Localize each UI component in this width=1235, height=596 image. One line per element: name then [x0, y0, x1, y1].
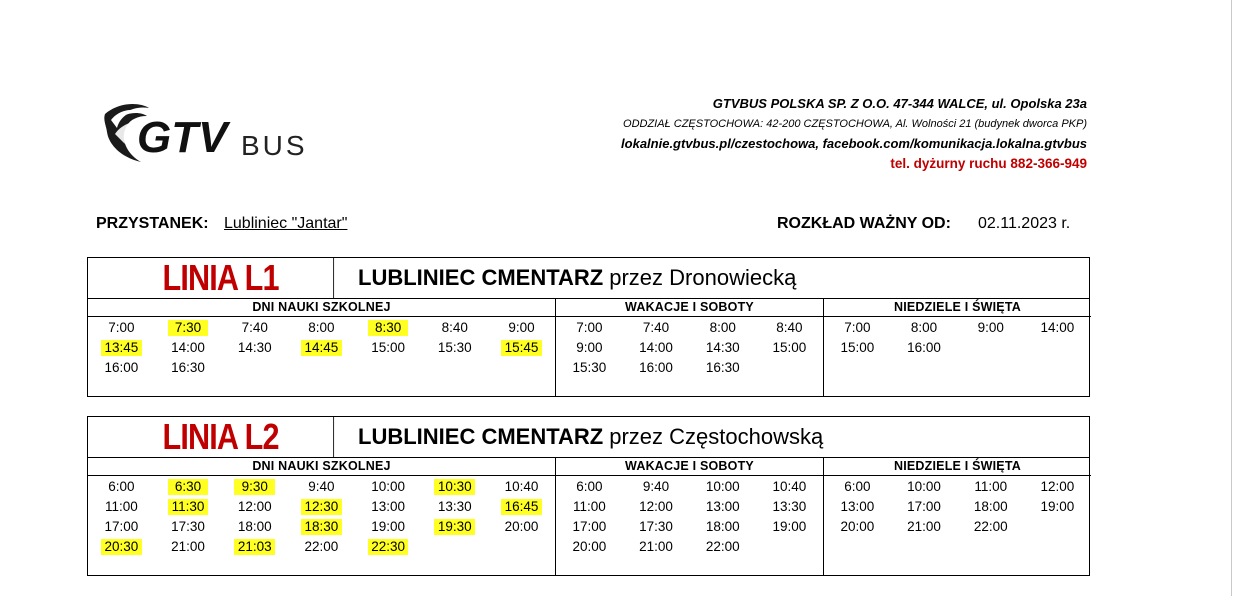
departure-time: 15:30	[572, 360, 607, 375]
departure-time: 13:30	[772, 499, 807, 514]
column-school-days	[88, 298, 556, 396]
departure-time: 19:00	[371, 519, 405, 534]
departure-time: 17:30	[639, 519, 673, 534]
departure-time: 9:00	[508, 320, 535, 335]
departure-time: 14:30	[705, 340, 740, 355]
departure-time: 10:30	[421, 477, 488, 497]
departure-time: 11:00	[974, 479, 1008, 494]
departure-time: 14:45	[288, 338, 355, 358]
departure-time: 7:00	[108, 320, 135, 335]
company-address: GTVBUS POLSKA SP. Z O.O. 47-344 WALCE, ul. Opolska 23a	[712, 96, 1087, 111]
departure-time: 22:00	[973, 519, 1008, 534]
departure-time: 9:00	[576, 340, 603, 355]
departure-time: 18:00	[973, 499, 1008, 514]
departure-time: 8:40	[441, 320, 468, 335]
departure-time: 12:30	[288, 497, 355, 517]
departure-time: 21:00	[907, 519, 941, 534]
departure-time: 10:00	[907, 479, 941, 494]
timetable-line-l1	[87, 257, 1090, 397]
column-sundays-holidays	[824, 457, 1091, 575]
column-header: WAKACJE I SOBOTY	[556, 457, 823, 476]
column-header: DNI NAUKI SZKOLNEJ	[88, 457, 555, 476]
departure-grid	[556, 317, 823, 378]
route-destination: LUBLINIEC CMENTARZ	[358, 265, 604, 290]
departure-time: 15:00	[371, 340, 405, 355]
departure-time: 16:00	[104, 360, 139, 375]
gtvbus-logo	[97, 100, 322, 170]
departure-time: 14:30	[237, 340, 272, 355]
dispatcher-phone: tel. dyżurny ruchu 882-366-949	[890, 156, 1087, 171]
departure-time: 18:00	[237, 519, 272, 534]
departure-time: 11:00	[104, 499, 138, 514]
departure-time: 7:30	[155, 318, 222, 338]
departure-time: 21:00	[171, 539, 205, 554]
company-info	[621, 94, 1087, 174]
page-edge-divider	[1231, 0, 1232, 596]
departure-time: 14:00	[639, 340, 673, 355]
departure-grid	[88, 476, 555, 557]
departure-time: 16:45	[488, 497, 555, 517]
departure-time: 10:40	[504, 479, 539, 494]
departure-time: 15:00	[772, 340, 807, 355]
departure-time: 9:40	[308, 479, 335, 494]
departure-time: 13:00	[371, 499, 405, 514]
departure-time: 13:30	[437, 499, 472, 514]
departure-time: 15:30	[437, 340, 472, 355]
departure-time: 21:00	[639, 539, 673, 554]
departure-time: 8:30	[355, 318, 422, 338]
company-websites: lokalnie.gtvbus.pl/czestochowa, facebook.com/komunikacja.lokalna.gtvbus	[621, 136, 1087, 151]
route-description	[358, 417, 823, 457]
departure-time: 12:00	[237, 499, 272, 514]
departure-time: 16:30	[171, 360, 205, 375]
departure-time: 15:45	[488, 338, 555, 358]
column-header: DNI NAUKI SZKOLNEJ	[88, 298, 555, 317]
departure-time: 19:00	[772, 519, 807, 534]
valid-from-label: ROZKŁAD WAŻNY OD:	[777, 215, 951, 232]
departure-time: 8:00	[308, 320, 335, 335]
departure-time: 16:00	[907, 340, 941, 355]
departure-grid	[824, 476, 1091, 537]
column-sundays-holidays	[824, 298, 1091, 396]
departure-time: 9:00	[977, 320, 1004, 335]
departure-time: 20:30	[88, 537, 155, 557]
departure-time: 9:40	[642, 479, 670, 494]
departure-time: 18:30	[288, 517, 355, 537]
departure-time: 20:00	[504, 519, 539, 534]
column-school-days	[88, 457, 556, 575]
route-via: przez Częstochowską	[609, 424, 824, 449]
departure-time: 14:00	[171, 340, 205, 355]
departure-time: 10:00	[371, 479, 405, 494]
line-header	[88, 417, 1089, 458]
departure-time: 9:30	[221, 477, 288, 497]
column-header: NIEDZIELE I ŚWIĘTA	[824, 298, 1091, 317]
route-destination: LUBLINIEC CMENTARZ	[358, 424, 604, 449]
departure-time: 7:40	[642, 320, 670, 335]
stop-label: PRZYSTANEK:	[96, 215, 209, 232]
departure-time: 21:03	[221, 537, 288, 557]
departure-grid	[824, 317, 1091, 358]
departure-time: 17:00	[104, 519, 139, 534]
departure-time: 10:40	[772, 479, 807, 494]
departure-time: 20:00	[840, 519, 875, 534]
column-header: NIEDZIELE I ŚWIĘTA	[824, 457, 1091, 476]
departure-time: 13:00	[840, 499, 875, 514]
departure-time: 15:00	[840, 340, 875, 355]
departure-time: 19:00	[1040, 499, 1075, 514]
departure-time: 11:00	[572, 499, 606, 514]
departure-time: 6:00	[844, 479, 871, 494]
logo-bus-text: BUS	[241, 130, 308, 161]
departure-time: 17:00	[907, 499, 941, 514]
departure-time: 8:00	[910, 320, 938, 335]
departure-time: 14:00	[1040, 320, 1075, 335]
departure-time: 8:40	[776, 320, 803, 335]
column-holidays-saturdays	[556, 298, 824, 396]
timetable-line-l2	[87, 416, 1090, 576]
valid-from-date: 02.11.2023 r.	[978, 215, 1071, 232]
departure-time: 16:00	[639, 360, 673, 375]
departure-time: 22:00	[304, 539, 339, 554]
line-header	[88, 258, 1089, 299]
departure-grid	[88, 317, 555, 378]
departure-time: 10:00	[705, 479, 740, 494]
departure-time: 7:40	[241, 320, 268, 335]
departure-time: 22:30	[355, 537, 422, 557]
route-via: przez Dronowiecką	[609, 265, 797, 290]
stop-name: Lubliniec "Jantar"	[224, 215, 348, 232]
departure-time: 11:30	[155, 497, 222, 517]
departure-time: 6:00	[576, 479, 603, 494]
departure-time: 13:00	[705, 499, 740, 514]
departure-time: 18:00	[705, 519, 740, 534]
route-description	[358, 258, 796, 298]
departure-time: 19:30	[421, 517, 488, 537]
departure-time: 16:30	[705, 360, 740, 375]
departure-time: 6:30	[155, 477, 222, 497]
column-header: WAKACJE I SOBOTY	[556, 298, 823, 317]
departure-time: 13:45	[88, 338, 155, 358]
branch-address: ODDZIAŁ CZĘSTOCHOWA: 42-200 CZĘSTOCHOWA, Al. Wolności 21 (budynek dworca PKP)	[623, 118, 1087, 130]
departure-time: 20:00	[572, 539, 607, 554]
departure-time: 8:00	[709, 320, 736, 335]
departure-time: 7:00	[844, 320, 871, 335]
line-name: LINIA L2	[108, 417, 334, 457]
departure-time: 17:00	[572, 519, 607, 534]
departure-time: 7:00	[576, 320, 603, 335]
departure-time: 12:00	[1040, 479, 1075, 494]
column-holidays-saturdays	[556, 457, 824, 575]
departure-time: 12:00	[639, 499, 673, 514]
departure-time: 6:00	[108, 479, 135, 494]
logo-gtv-text: GTV	[137, 113, 228, 162]
departure-time: 17:30	[171, 519, 205, 534]
line-name: LINIA L1	[108, 258, 334, 298]
departure-time: 22:00	[705, 539, 740, 554]
departure-grid	[556, 476, 823, 557]
